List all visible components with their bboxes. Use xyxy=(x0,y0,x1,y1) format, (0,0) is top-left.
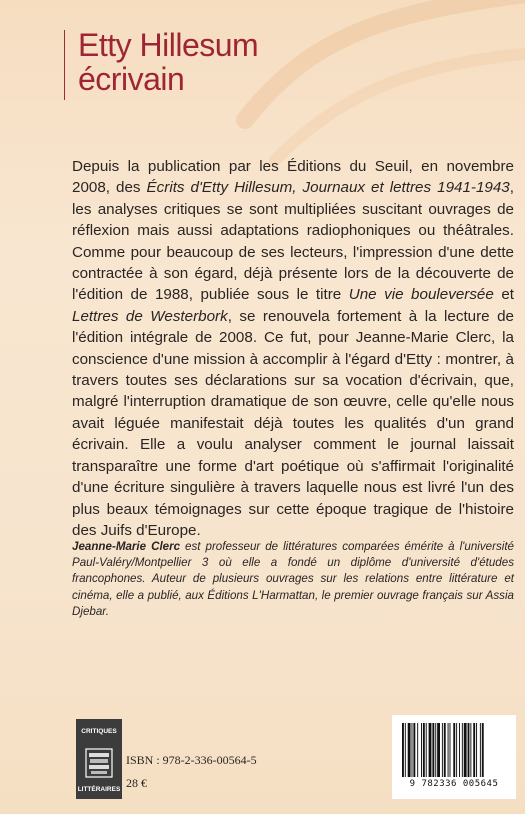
decorative-swirl xyxy=(235,0,525,170)
barcode-bar xyxy=(412,723,413,777)
barcode-bar xyxy=(413,723,415,777)
title-line-2: écrivain xyxy=(78,61,185,97)
blurb-italic-1: Écrits d'Etty Hillesum, Journaux et lettres 1941-1943 xyxy=(146,179,510,197)
barcode-bar xyxy=(444,723,446,777)
barcode-bar xyxy=(462,723,463,777)
barcode-bar xyxy=(476,723,477,777)
barcode-bar xyxy=(421,723,422,777)
barcode-box xyxy=(392,715,516,799)
barcode-bar xyxy=(464,723,467,777)
barcode-bar xyxy=(470,723,471,777)
barcode-number: 9 782336 005645 xyxy=(409,779,499,789)
barcode-bar xyxy=(429,723,432,777)
barcode-bar xyxy=(408,723,411,777)
barcode-bar xyxy=(426,723,427,777)
blurb-text-1: Depuis la publication par les Éditions du Seuil, en novembre 2008, des xyxy=(72,158,514,197)
blurb-italic-3: Lettres de Westerbork xyxy=(72,307,228,325)
blurb-text-3: et xyxy=(493,286,514,304)
collection-logo xyxy=(76,719,122,799)
price-text: 28 € xyxy=(126,776,147,790)
blurb-text-2: , les analyses critiques se sont multipliées suscitant ouvrages de réflexion mais aussi adaptations radiophoniques ou théâtrales. Comme pour beaucoup de ses lecteurs, l'impression d'une dette contractée à son égard, déjà présente lors de la découverte de l'édition de 1988, publiée sous le titre xyxy=(72,179,514,304)
author-name: Jeanne-Marie Clerc xyxy=(72,540,181,553)
blurb-text-4: , se renouvela fortement à la lecture de l'édition intégrale de 2008. Ce fut, pour Jeanne-Marie Clerc, la conscience d'une mission à accomplir à l'égard d'Etty : montrer, à travers toutes ses déclarations sur sa vocation d'écrivain, que, malgré l'interruption dramatique de son œuvre, celle qu'elle nous avait léguée manifestait déjà toutes les qualités d'un grand écrivain. Elle a voulu analyser comment le journal laissait transparaître une forme d'art poétique où s'affirmait l'originalité d'une écriture singulière à travers laquelle nous est livré l'un des plus beaux témoignages sur cette époque tragique de l'histoire des Juifs d'Europe. xyxy=(72,307,514,539)
barcode-bar xyxy=(442,723,443,777)
barcode-bar xyxy=(405,723,406,777)
blurb-italic-2: Une vie bouleversée xyxy=(348,286,494,304)
barcode-bar xyxy=(453,723,455,777)
barcode-bar xyxy=(423,723,425,777)
collection-logo-top: CRITIQUES xyxy=(81,728,117,735)
barcode-bar xyxy=(473,723,475,777)
barcode-bar xyxy=(437,723,440,777)
barcode-bar xyxy=(456,723,457,777)
barcode-bar xyxy=(468,723,470,777)
author-bio xyxy=(72,539,514,620)
author-bio-text: est professeur de littératures comparées émérite à l'université Paul-Valéry/Montpellier 3 où elle a fondé un diplôme d'université d'études francophones. Auteur de plusieurs ouvrages sur les relations entre littérature et cinéma, elle a publié, aux Éditions L'Harmattan, le premier ouvrage français sur Assia Djebar. xyxy=(72,540,514,618)
barcode-bar xyxy=(435,723,436,777)
barcode-bar xyxy=(448,723,449,777)
blurb-paragraph xyxy=(72,156,514,541)
collection-logo-bottom: LITTÉRAIRES xyxy=(77,786,121,793)
barcode-bar xyxy=(402,723,404,777)
barcode-bar xyxy=(417,723,418,777)
title-rule xyxy=(64,30,65,100)
barcode-bar xyxy=(459,723,460,777)
book-title xyxy=(78,28,258,96)
barcode-icon xyxy=(400,723,508,779)
barcode-bar xyxy=(482,723,484,777)
isbn-text: ISBN : 978-2-336-00564-5 xyxy=(126,753,257,767)
title-line-1: Etty Hillesum xyxy=(78,27,259,63)
barcode-bar xyxy=(480,723,481,777)
book-stack-icon xyxy=(85,747,113,779)
barcode-bar xyxy=(432,723,434,777)
barcode-bar xyxy=(450,723,451,777)
